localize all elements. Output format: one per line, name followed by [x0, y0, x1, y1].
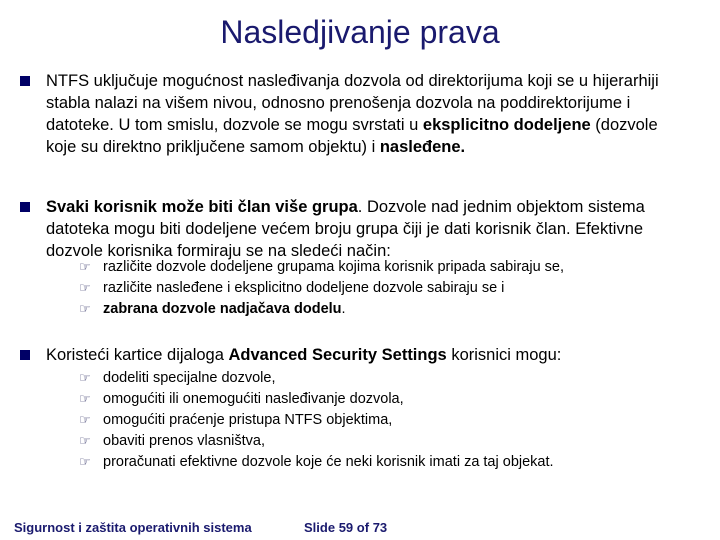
- sub-text: dodeliti specijalne dozvole,: [103, 370, 276, 386]
- bullet-2: [46, 196, 676, 262]
- pointing-hand-icon: ☞: [79, 434, 91, 449]
- sub-text: obaviti prenos vlasništva,: [103, 433, 265, 449]
- sub-tail: .: [341, 301, 346, 317]
- bullet-1-text: NTFS uključuje mogućnost nasleđivanja dozvola od direktorijuma koji se u hijerarhiji stabla nalazi na višem nivou, odnosno prenošenja dozvola na poddirektorijume i datoteke. U tom smislu, dozvole se mogu svrstati u: [46, 72, 659, 134]
- slide-counter: [304, 520, 387, 535]
- bullet-2-text: . Dozvole nad jednim objektom sistema datoteka mogu biti dodeljene većem broju grupa čiji je dati korisnik član. Efektivne dozvole korisnika formiraju se na sledeći način:: [46, 198, 645, 260]
- bullet-3-sub-5: [79, 452, 683, 473]
- bullet-2-sub-3: [79, 299, 683, 320]
- sub-text: različite dozvole dodeljene grupama kojima korisnik pripada sabiraju se,: [103, 259, 565, 275]
- bullet-2-sub-1: [79, 257, 683, 278]
- sub-text: različite nasleđene i eksplicitno dodeljene dozvole sabiraju se i: [103, 280, 505, 296]
- bullet-1-text-2: (dozvole koje su direktno priključene samom objektu) i: [46, 116, 658, 156]
- bullet-2-bold: Svaki korisnik može biti član više grupa: [46, 198, 358, 216]
- bullet-1-bold-2: nasleđene.: [379, 138, 466, 156]
- sub-text: proračunati efektivne dozvole koje će neki korisnik imati za taj objekat.: [103, 454, 554, 470]
- square-bullet-icon: [20, 202, 30, 212]
- pointing-hand-icon: ☞: [79, 260, 91, 275]
- pointing-hand-icon: ☞: [79, 302, 91, 317]
- bullet-3-text: Koristeći kartice dijaloga: [46, 346, 229, 364]
- slide-label: Slide: [304, 520, 336, 535]
- slide-title: Nasledjivanje prava: [220, 14, 500, 50]
- bullet-3-text-2: korisnici mogu:: [446, 346, 562, 364]
- pointing-hand-icon: ☞: [79, 392, 91, 407]
- pointing-hand-icon: ☞: [79, 455, 91, 470]
- bullet-1: [46, 70, 676, 158]
- of-label: of: [356, 520, 370, 535]
- pointing-hand-icon: ☞: [79, 413, 91, 428]
- sub-bold-text: zabrana dozvole nadjačava dodelu: [103, 301, 342, 317]
- square-bullet-icon: [20, 350, 30, 360]
- sub-text: omogućiti ili onemogućiti nasleđivanje dozvola,: [103, 391, 404, 407]
- slide-total: 73: [372, 520, 388, 535]
- pointing-hand-icon: ☞: [79, 371, 91, 386]
- bullet-3-sub-3: [79, 410, 683, 431]
- sub-text: omogućiti praćenje pristupa NTFS objektima,: [103, 412, 393, 428]
- slide-number: 59: [338, 520, 354, 535]
- bullet-3-sub-4: [79, 431, 683, 452]
- footer-course-title: Sigurnost i zaštita operativnih sistema: [14, 520, 252, 535]
- bullet-3-sub-1: [79, 368, 683, 389]
- bullet-2-sub-2: [79, 278, 683, 299]
- bullet-3: [46, 344, 676, 366]
- bullet-1-bold-1: eksplicitno dodeljene: [422, 116, 591, 134]
- square-bullet-icon: [20, 76, 30, 86]
- bullet-3-sub-2: [79, 389, 683, 410]
- bullet-3-bold: Advanced Security Settings: [228, 346, 447, 364]
- pointing-hand-icon: ☞: [79, 281, 91, 296]
